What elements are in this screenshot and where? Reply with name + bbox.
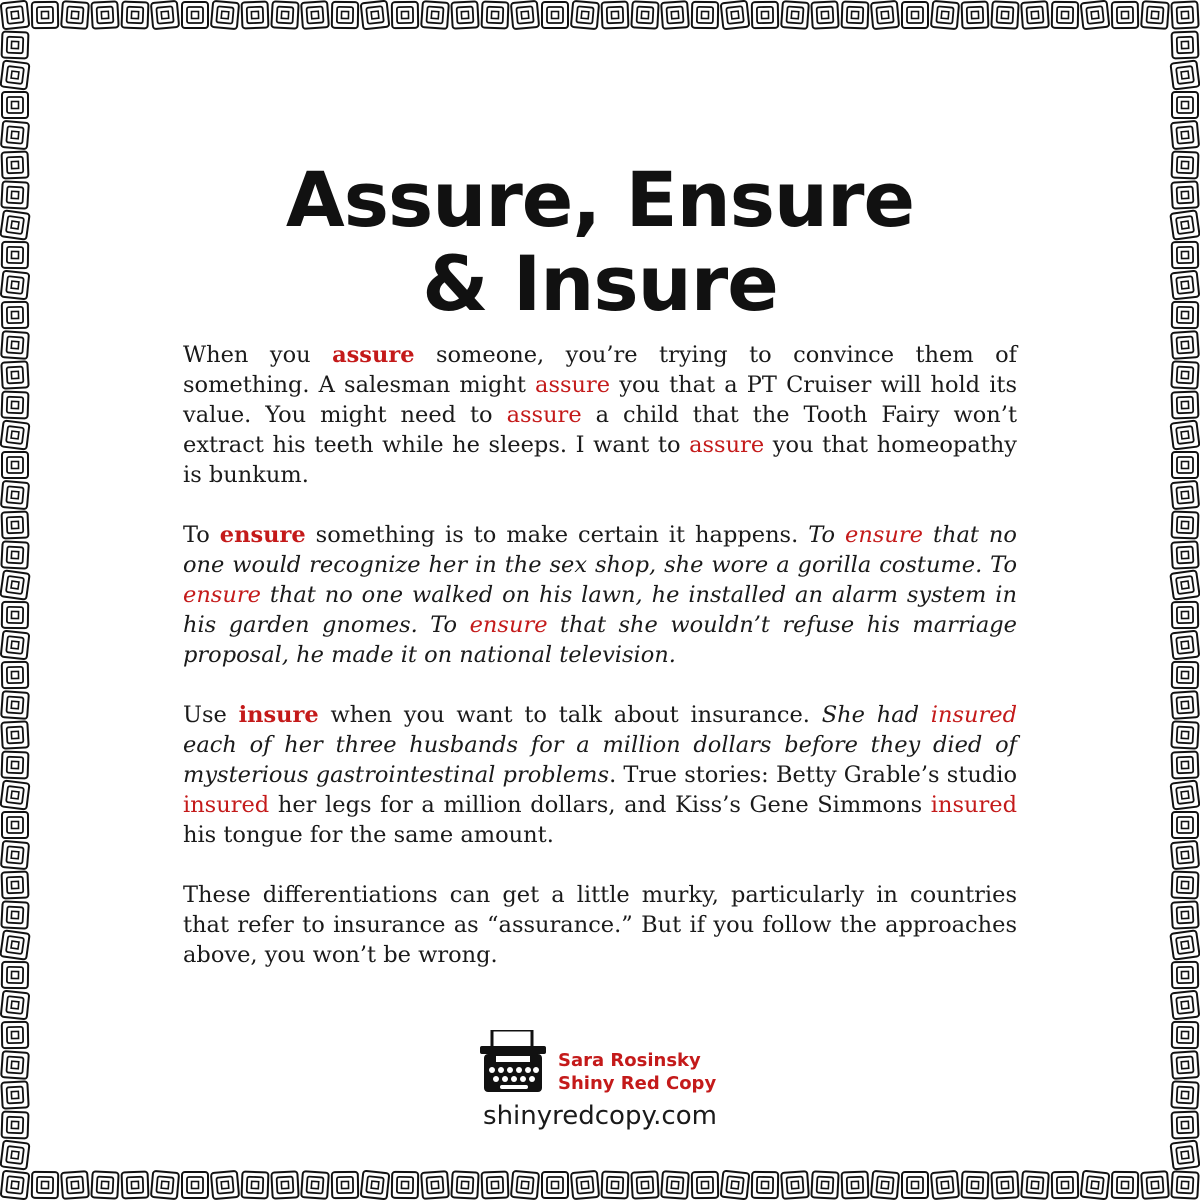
border-doodle-icon bbox=[1171, 61, 1200, 90]
border-doodle-icon bbox=[1141, 1171, 1169, 1199]
border-doodle-icon bbox=[1, 991, 30, 1020]
border-doodle-icon bbox=[451, 1171, 478, 1198]
border-doodle-icon bbox=[511, 1171, 539, 1199]
border-doodle-icon bbox=[1171, 691, 1199, 719]
border-doodle-icon bbox=[602, 2, 629, 29]
border-doodle-icon bbox=[692, 1172, 718, 1198]
border-doodle-icon bbox=[1171, 361, 1198, 388]
border-doodle-icon bbox=[1112, 2, 1138, 28]
border-doodle-icon bbox=[1171, 901, 1198, 928]
border-doodle-icon bbox=[361, 1171, 390, 1200]
border-doodle-icon bbox=[631, 1, 658, 28]
border-doodle-icon bbox=[991, 1171, 1018, 1198]
highlighted-term: insured bbox=[183, 792, 270, 818]
text-run: you that homeopathy is bunkum. bbox=[183, 432, 1017, 488]
keyword-term: ensure bbox=[219, 522, 306, 548]
border-doodle-icon bbox=[421, 1, 449, 29]
border-doodle-icon bbox=[1171, 1051, 1199, 1079]
text-run: when you want to talk about insurance. bbox=[318, 702, 822, 728]
border-doodle-icon bbox=[1170, 570, 1199, 599]
border-doodle-icon bbox=[1172, 512, 1199, 539]
border-doodle-icon bbox=[1172, 872, 1199, 899]
border-doodle-icon bbox=[0, 570, 29, 599]
border-doodle-icon bbox=[811, 1171, 838, 1198]
border-doodle-icon bbox=[32, 1172, 58, 1198]
border-doodle-icon bbox=[32, 2, 58, 28]
border-doodle-icon bbox=[1171, 121, 1199, 149]
border-doodle-icon bbox=[1171, 631, 1200, 660]
border-doodle-icon bbox=[2, 662, 28, 688]
border-doodle-icon bbox=[2, 872, 29, 899]
border-doodle-icon bbox=[1, 841, 29, 869]
border-doodle-icon bbox=[1052, 2, 1078, 28]
border-doodle-icon bbox=[1172, 752, 1199, 779]
text-run: something is to make certain it happens. bbox=[305, 522, 809, 548]
border-doodle-icon bbox=[332, 2, 358, 28]
border-doodle-icon bbox=[1, 61, 30, 90]
example-sentence: each of her three husbands for a million dollars before they died of mysterious gastrointestinal problems bbox=[183, 732, 1017, 788]
border-doodle-icon bbox=[2, 962, 28, 988]
border-doodle-icon bbox=[2, 452, 28, 478]
border-doodle-icon bbox=[1141, 1, 1169, 29]
title-line-1: Assure, Ensure bbox=[285, 155, 915, 244]
border-doodle-icon bbox=[61, 1171, 89, 1199]
border-doodle-icon bbox=[2, 512, 29, 539]
border-doodle-icon bbox=[542, 2, 568, 28]
border-doodle-icon bbox=[811, 1, 838, 28]
example-sentence: that no one would recognize her in the sex shop, she wore a gorilla costume. To bbox=[183, 522, 1017, 578]
border-doodle-icon bbox=[1172, 662, 1198, 688]
border-doodle-icon bbox=[182, 1172, 208, 1198]
border-doodle-icon bbox=[661, 1, 689, 29]
border-doodle-icon bbox=[1171, 991, 1200, 1020]
border-doodle-icon bbox=[392, 2, 418, 28]
border-doodle-icon bbox=[1081, 1, 1110, 30]
border-doodle-icon bbox=[781, 1, 809, 29]
border-doodle-icon bbox=[2, 752, 29, 779]
border-doodle-icon bbox=[962, 2, 989, 29]
keyword-term: insure bbox=[238, 702, 319, 728]
paragraph-insure bbox=[183, 700, 1017, 850]
border-doodle-icon bbox=[842, 1172, 869, 1199]
border-doodle-icon bbox=[1172, 392, 1199, 419]
border-doodle-icon bbox=[1021, 1, 1049, 29]
brand-block bbox=[478, 1028, 738, 1098]
brand-name: Sara Rosinsky bbox=[558, 1050, 701, 1071]
border-doodle-icon bbox=[2, 1022, 28, 1048]
border-doodle-icon bbox=[1171, 781, 1200, 810]
border-doodle-icon bbox=[122, 2, 149, 29]
border-doodle-icon bbox=[571, 1, 599, 29]
border-doodle-icon bbox=[2, 392, 29, 419]
text-run: a child that the Tooth Fairy won’t extract his teeth while he sleeps. I want to bbox=[183, 402, 1017, 458]
border-doodle-icon bbox=[1112, 1172, 1138, 1198]
border-doodle-icon bbox=[1, 691, 29, 719]
border-doodle-icon bbox=[1171, 841, 1199, 869]
border-doodle-icon bbox=[1172, 92, 1198, 118]
text-run: his tongue for the same amount. bbox=[183, 822, 554, 848]
highlighted-term: assure bbox=[535, 372, 611, 398]
border-doodle-icon bbox=[752, 1172, 778, 1198]
brand-company: Shiny Red Copy bbox=[558, 1073, 717, 1094]
border-doodle-icon bbox=[211, 1, 239, 29]
highlighted-term: insured bbox=[930, 702, 1017, 728]
page-title bbox=[0, 155, 1200, 328]
highlighted-term: assure bbox=[689, 432, 765, 458]
border-doodle-icon bbox=[542, 1172, 568, 1198]
paragraph-conclusion bbox=[183, 880, 1017, 970]
border-doodle-icon bbox=[122, 1172, 149, 1199]
border-doodle-icon bbox=[1081, 1171, 1110, 1200]
border-doodle-icon bbox=[1172, 1022, 1198, 1048]
border-doodle-icon bbox=[1171, 421, 1200, 450]
paragraph-assure bbox=[183, 340, 1017, 490]
border-doodle-icon bbox=[0, 930, 29, 959]
border-doodle-icon bbox=[842, 2, 869, 29]
border-doodle-icon bbox=[421, 1171, 449, 1199]
typewriter-icon bbox=[478, 1030, 550, 1096]
text-run: someone, you’re trying to convince them of something. A salesman might bbox=[183, 342, 1018, 398]
border-doodle-icon bbox=[1, 631, 30, 660]
example-sentence: To bbox=[808, 522, 846, 548]
border-doodle-icon bbox=[271, 1, 298, 28]
border-doodle-icon bbox=[1171, 1141, 1200, 1170]
border-doodle-icon bbox=[1171, 541, 1198, 568]
border-doodle-icon bbox=[301, 1, 329, 29]
border-doodle-icon bbox=[1171, 481, 1199, 509]
border-doodle-icon bbox=[1, 781, 30, 810]
highlighted-term: ensure bbox=[183, 582, 261, 608]
border-doodle-icon bbox=[571, 1171, 599, 1199]
border-doodle-icon bbox=[721, 1, 750, 30]
border-doodle-icon bbox=[151, 1171, 179, 1199]
border-doodle-icon bbox=[1, 481, 29, 509]
paragraph-ensure bbox=[183, 520, 1017, 670]
border-doodle-icon bbox=[931, 1, 959, 29]
border-doodle-icon bbox=[1172, 962, 1198, 988]
example-sentence: that no one walked on his lawn, he installed an alarm system in his garden gnomes. To bbox=[183, 582, 1017, 638]
border-doodle-icon bbox=[1172, 602, 1198, 628]
border-doodle-icon bbox=[2, 602, 28, 628]
border-doodle-icon bbox=[271, 1171, 298, 1198]
text-run: . True stories: Betty Grable’s studio bbox=[609, 762, 1018, 788]
example-sentence: She had bbox=[821, 702, 931, 728]
border-doodle-icon bbox=[1171, 1, 1198, 28]
highlighted-term: assure bbox=[506, 402, 582, 428]
border-doodle-icon bbox=[301, 1171, 329, 1199]
border-doodle-icon bbox=[451, 1, 478, 28]
border-doodle-icon bbox=[211, 1171, 239, 1199]
border-doodle-icon bbox=[91, 1171, 118, 1198]
border-doodle-icon bbox=[2, 812, 28, 838]
border-doodle-icon bbox=[361, 1, 390, 30]
border-doodle-icon bbox=[1, 1171, 30, 1200]
border-doodle-icon bbox=[1171, 331, 1199, 359]
text-run: her legs for a million dollars, and Kiss’s Gene Simmons bbox=[269, 792, 931, 818]
border-doodle-icon bbox=[631, 1171, 658, 1198]
border-doodle-icon bbox=[1172, 812, 1198, 838]
border-doodle-icon bbox=[1171, 721, 1198, 748]
border-doodle-icon bbox=[332, 1172, 358, 1198]
article-body bbox=[183, 340, 1017, 1000]
border-doodle-icon bbox=[902, 2, 928, 28]
website-url: shinyredcopy.com bbox=[483, 1101, 717, 1131]
border-doodle-icon bbox=[962, 1172, 989, 1199]
highlighted-term: ensure bbox=[469, 612, 548, 638]
border-doodle-icon bbox=[602, 1172, 629, 1199]
border-doodle-icon bbox=[692, 2, 718, 28]
border-doodle-icon bbox=[242, 2, 269, 29]
border-doodle-icon bbox=[1172, 32, 1199, 59]
title-line-2: & Insure bbox=[422, 239, 778, 328]
border-doodle-icon bbox=[752, 2, 778, 28]
border-doodle-icon bbox=[1, 1141, 30, 1170]
border-doodle-icon bbox=[61, 1, 89, 29]
text-run: Use bbox=[183, 702, 239, 728]
border-doodle-icon bbox=[781, 1171, 809, 1199]
text-run: When you bbox=[183, 342, 333, 368]
border-doodle-icon bbox=[2, 92, 28, 118]
border-doodle-icon bbox=[1052, 1172, 1078, 1198]
border-doodle-icon bbox=[242, 1172, 269, 1199]
border-doodle-icon bbox=[1, 331, 29, 359]
text-run: These differentiations can get a little murky, particularly in countries that refer to insurance as “assurance.” But if you follow the approaches above, you won’t be wrong. bbox=[183, 882, 1017, 968]
example-sentence: that she wouldn’t refuse his marriage proposal, he made it on national television. bbox=[183, 612, 1017, 668]
border-doodle-icon bbox=[1, 1, 30, 30]
border-doodle-icon bbox=[1, 361, 28, 388]
border-doodle-icon bbox=[871, 1, 899, 29]
text-run: To bbox=[183, 522, 220, 548]
border-doodle-icon bbox=[91, 1, 118, 28]
border-doodle-icon bbox=[511, 1, 539, 29]
border-doodle-icon bbox=[151, 1, 179, 29]
border-doodle-icon bbox=[1, 421, 30, 450]
border-doodle-icon bbox=[482, 1172, 509, 1199]
border-doodle-icon bbox=[1021, 1171, 1049, 1199]
border-doodle-icon bbox=[661, 1171, 689, 1199]
border-doodle-icon bbox=[392, 1172, 418, 1198]
border-doodle-icon bbox=[871, 1171, 899, 1199]
border-doodle-icon bbox=[2, 32, 29, 59]
border-doodle-icon bbox=[1, 721, 28, 748]
border-doodle-icon bbox=[1170, 930, 1199, 959]
border-doodle-icon bbox=[1, 121, 29, 149]
border-doodle-icon bbox=[721, 1171, 750, 1200]
border-doodle-icon bbox=[902, 1172, 928, 1198]
border-doodle-icon bbox=[482, 2, 509, 29]
highlighted-term: ensure bbox=[845, 522, 923, 548]
border-doodle-icon bbox=[1171, 1171, 1198, 1198]
border-doodle-icon bbox=[931, 1171, 959, 1199]
text-run: you that a PT Cruiser will hold its value. You might need to bbox=[183, 372, 1018, 428]
border-doodle-icon bbox=[1, 541, 28, 568]
highlighted-term: insured bbox=[930, 792, 1017, 818]
border-doodle-icon bbox=[1, 1051, 29, 1079]
border-doodle-icon bbox=[182, 2, 208, 28]
keyword-term: assure bbox=[332, 342, 415, 368]
border-doodle-icon bbox=[1, 901, 28, 928]
border-doodle-icon bbox=[991, 1, 1018, 28]
border-doodle-icon bbox=[1172, 452, 1198, 478]
